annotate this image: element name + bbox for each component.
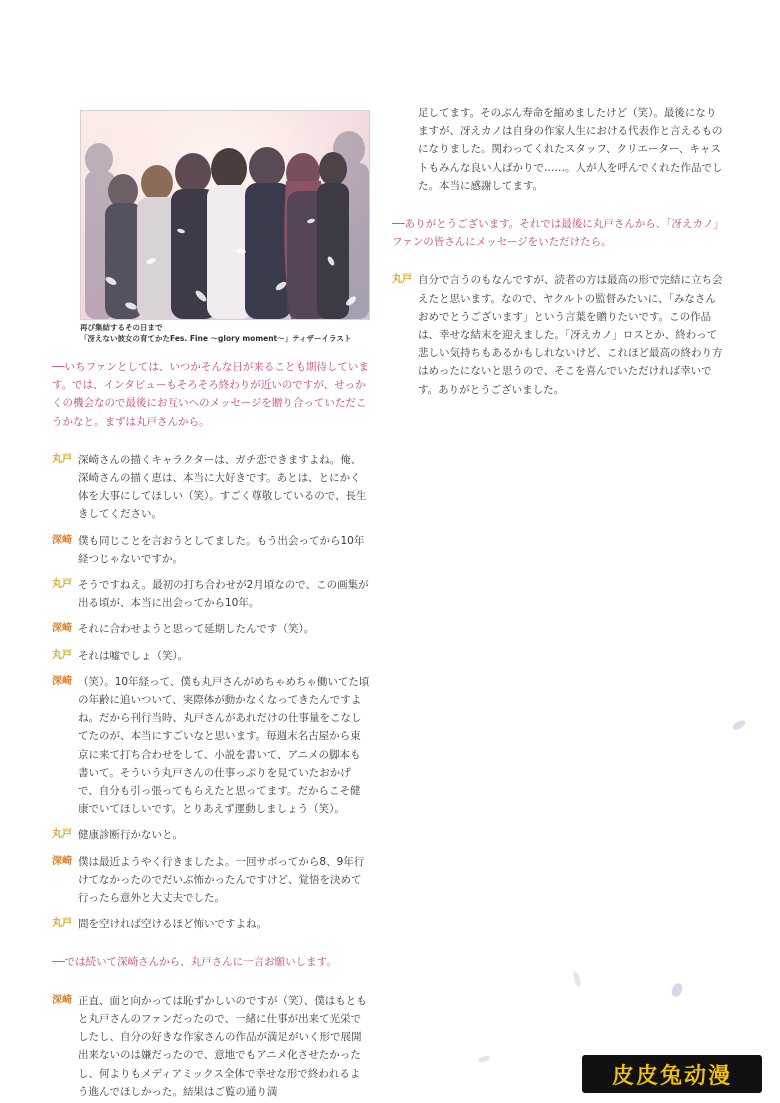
interviewer-question-3: ──ありがとうございます。それでは最後に丸戸さんから、「冴えカノ」ファンの皆さんにメッセージをいただけたら。 xyxy=(392,218,719,249)
dialogue-text: それに合わせようと思って延期したんです（笑）。 xyxy=(78,623,315,636)
speaker-name: 深崎 xyxy=(52,534,72,546)
caption-line-1: 再び集結するその日まで xyxy=(80,323,163,332)
illustration-art xyxy=(81,111,369,319)
petal-decoration-icon xyxy=(730,718,748,732)
dialogue-text: それは嘘でしょ（笑）。 xyxy=(78,649,189,662)
continued-answer-text: 足してます。そのぶん寿命を縮めましたけど（笑）。最後になりますが、冴えカノは自身の作家人生における代表作と言えるものになりました。関わってくれたスタッフ、クリエーター、キャストもみんな良い人ばかりで……。人が人を呼んでくれた作品でした。本当に感謝してます。 xyxy=(418,107,723,192)
left-column xyxy=(52,358,370,1101)
dialogue-line xyxy=(52,647,370,665)
dialogue-line xyxy=(52,992,370,1101)
petal-decoration-icon xyxy=(476,1054,492,1064)
speaker-name: 丸戸 xyxy=(52,649,72,661)
interviewer-question-1: ──いちファンとしては、いつかそんな日が来ることも期待しています。では、インタビューもそろそろ終わりが近いのですが、せっかくの機会なので最後にお互いへのメッセージを贈り合っていただこうかなと。まずは丸戸さんから。 xyxy=(52,361,369,428)
dialogue-block-1 xyxy=(52,451,370,934)
dialogue-line xyxy=(52,576,370,612)
petal-decoration-icon xyxy=(570,968,584,990)
caption-line-2: 「冴えない彼女の育てかたFes. Fine ～glory moment～」ティザーイラスト xyxy=(80,334,352,343)
dialogue-text: （笑）。10年経って、僕も丸戸さんがめちゃめちゃ働いてた頃の年齢に追いついて、実際体が動かなくなってきたんですよね。だから刊行当時、丸戸さんがあれだけの仕事量をこなしてたのが、本当にすごいなと思います。毎週末名古屋から東京に来て打ち合わせをして、小説を書いて、アニメの脚本も書いて。そういう丸戸さんの仕事っぷりを見ていたおかげで、自分も引っ張ってもらえたと思ってます。だからこそ健康でいてほしいです。とりあえず運動しましょう（笑）。 xyxy=(78,675,370,816)
speaker-name: 丸戸 xyxy=(52,829,72,841)
dialogue-text: 僕は最近ようやく行きましたよ。一回サボってから8、9年行けてなかったのでだいぶ怖かったんですけど、覚悟を決めて行ったら意外と大丈夫でした。 xyxy=(78,855,365,905)
dialogue-text: 間を空ければ空けるほど怖いですよね。 xyxy=(78,918,267,931)
dialogue-text: そうですねえ。最初の打ち合わせが2月頃なので、この画集が出る頃が、本当に出会ってから10年。 xyxy=(78,579,369,610)
dialogue-text: 正直、面と向かっては恥ずかしいのですが（笑）、僕はもともと丸戸さんのファンだったので、一緒に仕事が出来て光栄でしたし、自分の好きな作家さんの作品が満足がいく形で展開出来ないのは嫌だったので、意地でもアニメ化させたかったし、何よりもメディアミックス全体で幸せな形で終われるよう進んでほしかった。結果はご覧の通り満 xyxy=(78,994,367,1098)
dialogue-block-2 xyxy=(52,992,370,1101)
speaker-name: 丸戸 xyxy=(52,453,72,465)
dialogue-line xyxy=(52,673,370,819)
dialogue-line xyxy=(52,853,370,908)
right-column xyxy=(392,104,724,399)
dialogue-text: 深崎さんの描くキャラクターは、ガチ恋できますよね。俺、深崎さんの描く恵は、本当に大好きです。あとは、とにかく体を大事にしてほしい（笑）。すごく尊敬しているので、長生きしてください。 xyxy=(78,453,367,521)
watermark-logo: 皮皮兔动漫 xyxy=(582,1055,762,1093)
dialogue-line xyxy=(52,620,370,638)
dialogue-text: 健康診断行かないと。 xyxy=(78,829,183,842)
dialogue-line xyxy=(52,451,370,524)
dialogue-line xyxy=(392,271,724,398)
speaker-name: 深崎 xyxy=(52,994,72,1006)
continued-answer xyxy=(392,104,724,195)
speaker-name: 丸戸 xyxy=(392,274,412,286)
speaker-name: 丸戸 xyxy=(52,579,72,591)
speaker-name: 丸戸 xyxy=(52,918,72,930)
speaker-name: 深崎 xyxy=(52,675,72,687)
speaker-name: 深崎 xyxy=(52,623,72,635)
petal-decoration-icon xyxy=(668,980,686,1000)
dialogue-line xyxy=(52,915,370,933)
dialogue-block-3 xyxy=(392,271,724,398)
speaker-name: 深崎 xyxy=(52,855,72,867)
illustration-caption xyxy=(80,322,380,344)
dialogue-text: 僕も同じことを言おうとしてました。もう出会ってから10年経つじゃないですか。 xyxy=(78,534,365,565)
dialogue-line xyxy=(52,826,370,844)
dialogue-line xyxy=(52,532,370,568)
teaser-illustration xyxy=(80,110,370,320)
dialogue-text: 自分で言うのもなんですが、読者の方は最高の形で完結に立ち会えたと思います。なので、ヤクルトの監督みたいに、「みなさんおめでとうございます」という言葉を贈りたいです。この作品は、幸せな結末を迎えました。「冴えカノ」ロスとか、終わって悲しい気持ちもあるかもしれないけど、これほど最高の終わり方はめったにないと思うので、そこを喜んでいただければ幸いです。ありがとうございました。 xyxy=(418,274,723,396)
interviewer-question-2: ──では続いて深崎さんから、丸戸さんに一言お願いします。 xyxy=(52,956,337,969)
